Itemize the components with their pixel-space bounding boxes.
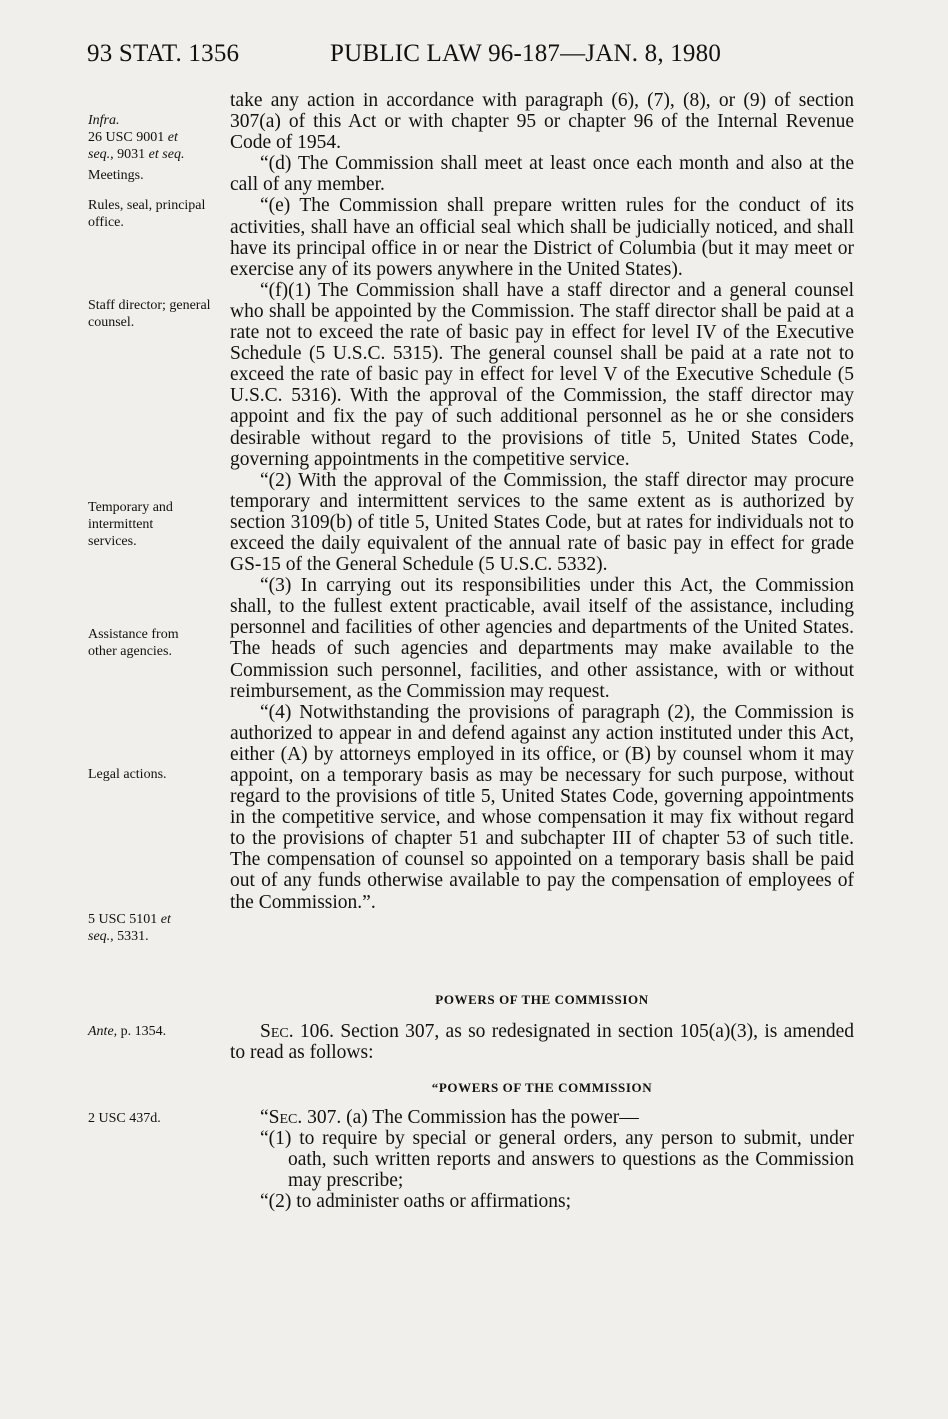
margin-note-usc-5101: 5 USC 5101 et seq., 5331.: [88, 912, 171, 944]
item-2: “(2) to administer oaths or affirmations;: [260, 1191, 572, 1213]
section-heading-powers: POWERS OF THE COMMISSION: [435, 992, 649, 1007]
margin-note-usc-437d: 2 USC 437d.: [88, 1111, 161, 1126]
body-text-main: [230, 90, 854, 913]
margin-note-meetings: Meetings.: [88, 168, 144, 183]
body-text-sec307: [230, 1107, 854, 1212]
margin-note-ante: Ante, p. 1354.: [88, 1024, 167, 1039]
stat-page-number: 93 STAT. 1356: [87, 40, 240, 67]
paragraph-d: “(d) The Commission shall meet at least once each month and also at the call of any member.: [230, 153, 854, 196]
section-heading-powers-quoted: “POWERS OF THE COMMISSION: [431, 1080, 653, 1095]
paragraph-f1: “(f)(1) The Commission shall have a staff director and a general counsel who shall be appointed by the Commission. The staff director shall be paid at a rate not to exceed the rate of basic pay in effect for level IV of the Executive Schedule (5 U.S.C. 5315). The general counsel shall be paid at a rate not to exceed the rate of basic pay in effect for level V of the Executive Schedule (5 U.S.C. 5316). With the approval of the Commission, the staff director may appoint and fix the pay of such additional personnel as he or she considers desirable without regard to the provisions of title 5, United States Code, governing appointments in the competitive service.: [230, 279, 854, 470]
margin-note-staff: Staff director; general counsel.: [88, 298, 211, 330]
margin-note-assistance: Assistance from other agencies.: [88, 627, 179, 659]
paragraph-f2: “(2) With the approval of the Commission, the staff director may procure temporary and intermittent services to the same extent as is authorized by section 3109(b) of title 5, United States Code, but at rates for individuals not to exceed the daily equivalent of the annual rate of basic pay in effect for grade GS-15 of the General Schedule (5 U.S.C. 5332).: [230, 469, 854, 576]
section-307: “Sec. 307. (a) The Commission has the power—: [260, 1107, 639, 1128]
page-header: [0, 40, 948, 80]
margin-note-infra: Infra. 26 USC 9001 et seq., 9031 et seq.: [88, 113, 185, 162]
margin-note-temporary: Temporary and intermittent services.: [88, 500, 173, 549]
margin-note-legal: Legal actions.: [88, 767, 167, 782]
running-title: PUBLIC LAW 96-187—JAN. 8, 1980: [330, 40, 722, 67]
paragraph-f4: “(4) Notwithstanding the provisions of paragraph (2), the Commission is authorized to appear in and defend against any action instituted under this Act, either (A) by attorneys employed in its office, or (B) by counsel whom it may appoint, on a temporary basis as may be necessary for such purpose, without regard to the provisions of title 5, United States Code, governing appointments in the competitive service, and whose compensation it may fix without regard to the provisions of chapter 51 and subchapter III of chapter 53 of such title. The compensation of counsel so appointed on a temporary basis shall be paid out of any funds otherwise available to pay the compensation of employees of the Commission.”.: [230, 701, 854, 913]
margin-note-rules: Rules, seal, principal office.: [88, 198, 206, 230]
section-106: Sec. 106. Section 307, as so redesignated in section 105(a)(3), is amended to read as follows:: [230, 1021, 854, 1064]
item-1: “(1) to require by special or general orders, any person to submit, under oath, such written reports and answers to questions as the Commission may prescribe;: [260, 1128, 854, 1192]
paragraph-e: “(e) The Commission shall prepare written rules for the conduct of its activities, shall have an official seal which shall be judicially noticed, and shall have its principal office in or near the District of Columbia (but it may meet or exercise any of its powers anywhere in the United States).: [230, 195, 854, 280]
body-text-sec106: [230, 1021, 854, 1063]
paragraph-continuation: take any action in accordance with paragraph (6), (7), (8), or (9) of section 307(a) of this Act or with chapter 95 or chapter 96 of the Internal Revenue Code of 1954.: [230, 90, 854, 154]
paragraph-f3: “(3) In carrying out its responsibilities under this Act, the Commission shall, to the fullest extent practicable, avail itself of the assistance, including personnel and facilities of other agencies and departments of the United States. The heads of such agencies and departments may make available to the Commission such personnel, facilities, and other assistance, with or without reimbursement, as the Commission may request.: [230, 575, 854, 702]
